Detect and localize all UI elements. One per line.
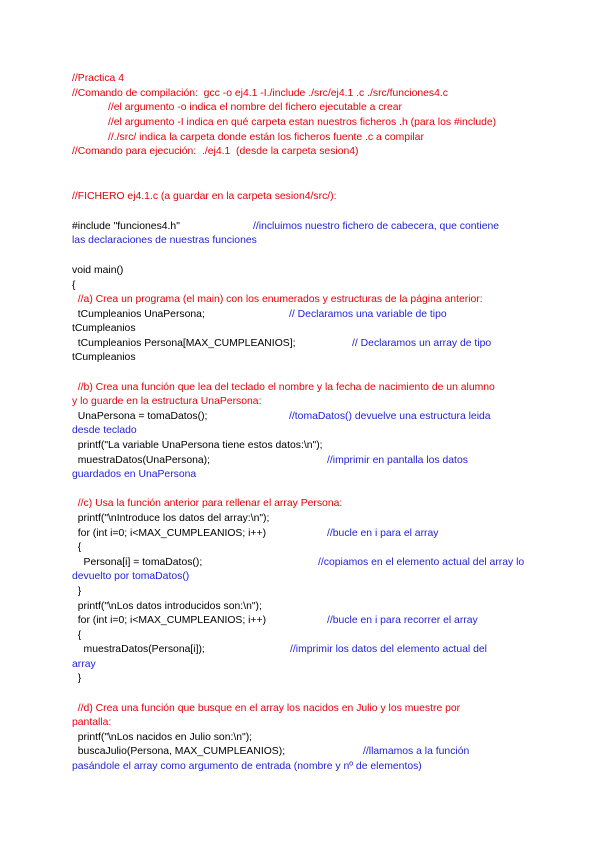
section-a-line-1: tCumpleanios UnaPersona; [72,309,205,320]
section-c-comment-4: //copiamos en el elemento actual del array lo [318,557,525,568]
include-comment: //incluimos nuestro fichero de cabecera, que contiene [253,221,500,232]
section-b-line-3: muestraDatos(UnaPersona); [72,455,211,466]
main-signature: void main() [72,265,124,276]
section-a-comment-1: // Declaramos una variable de tipo [289,309,447,320]
section-b-title-wrap: y lo guarde en la estructura UnaPersona: [72,396,262,407]
section-c-comment-9: //imprimir los datos del elemento actual del [290,644,487,655]
section-b-line-1: UnaPersona = tomaDatos(); [72,411,208,422]
note-o-flag: //el argumento -o indica el nombre del fichero ejecutable a crear [108,102,402,113]
section-a-title: //a) Crea un programa (el main) con los enumerados y estructuras de la página anterior: [72,294,483,305]
section-a-wrap-2: tCumpleanios [72,352,136,363]
section-d-comment-2: //llamamos a la función [363,746,470,757]
section-d-title-wrap: pantalla: [72,717,112,728]
section-b-wrap-1: desde teclado [72,425,137,436]
section-c-wrap-9: array [72,659,96,670]
section-a-comment-2: // Declaramos un array de tipo [352,338,492,349]
note-src-folder: //./src/ indica la carpeta donde están los ficheros fuente .c a compilar [108,132,424,143]
section-d-wrap-2: pasándole el array como argumento de entrada (nombre y nº de elementos) [72,761,422,772]
section-b-comment-3: //imprimir en pantalla los datos [327,455,468,466]
exec-command: //Comando para ejecución: ./ej4.1 (desde la carpeta sesion4) [72,146,359,157]
section-c-line-3: { [72,542,82,553]
include-comment-wrap: las declaraciones de nuestras funciones [72,235,257,246]
section-c-line-10: } [72,673,82,684]
section-c-line-9: muestraDatos(Persona[i]); [72,644,205,655]
practica-title: //Practica 4 [72,73,124,84]
section-c-wrap-4: devuelto por tomaDatos() [72,571,190,582]
section-c-line-6: printf("\nLos datos introducidos son:\n"); [72,601,262,612]
file-title: //FICHERO ej4.1.c (a guardar en la carpeta sesion4/src/): [72,191,337,202]
include-line: #include "funciones4.h" [72,221,180,232]
section-c-line-8: { [72,630,82,641]
section-c-comment-2: //bucle en i para el array [327,528,439,539]
section-b-title: //b) Crea una función que lea del teclado el nombre y la fecha de nacimiento de un alumno [72,382,495,393]
section-d-line-2: buscaJulio(Persona, MAX_CUMPLEANIOS); [72,746,286,757]
section-c-line-4: Persona[i] = tomaDatos(); [72,557,203,568]
section-c-comment-7: //bucle en i para recorrer el array [327,615,478,626]
section-b-comment-1: //tomaDatos() devuelve una estructura leida [289,411,491,422]
section-a-wrap-1: tCumpleanios [72,323,136,334]
section-c-line-7: for (int i=0; i<MAX_CUMPLEANIOS; i++) [72,615,267,626]
section-d-title: //d) Crea una función que busque en el array los nacidos en Julio y los muestre por [72,703,461,714]
section-b-wrap-3: guardados en UnaPersona [72,469,197,480]
main-open-brace: { [72,280,76,291]
note-I-flag: //el argumento -I indica en qué carpeta estan nuestros ficheros .h (para los #include) [108,117,497,128]
section-c-line-5: } [72,586,82,597]
compile-command: //Comando de compilación: gcc -o ej4.1 -I./include ./src/ej4.1 .c ./src/funciones4.c [72,88,448,99]
section-b-line-2: printf("La variable UnaPersona tiene estos datos:\n"); [72,440,323,451]
section-c-line-1: printf("\nIntroduce los datos del array:\n"); [72,513,270,524]
section-c-title: //c) Usa la función anterior para rellenar el array Persona: [72,498,343,509]
section-c-line-2: for (int i=0; i<MAX_CUMPLEANIOS; i++) [72,528,267,539]
section-a-line-2: tCumpleanios Persona[MAX_CUMPLEANIOS]; [72,338,296,349]
section-d-line-1: printf("\nLos nacidos en Julio son:\n"); [72,732,253,743]
